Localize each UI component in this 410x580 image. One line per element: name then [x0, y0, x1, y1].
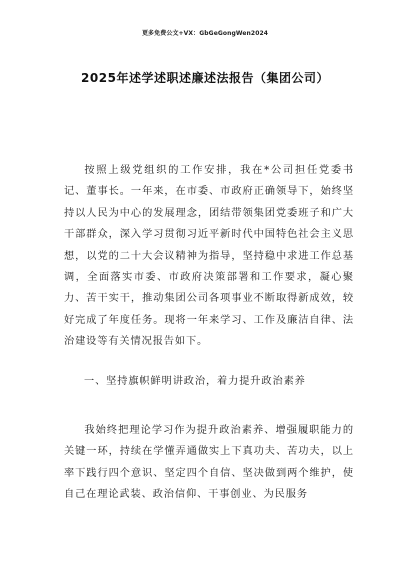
- body-paragraph: 我始终把理论学习作为提升政治素养、增强履职能力的关键一环，持续在学懂弄通做实上下真功夫、苦功夫，以上率下践行四个意识、坚定四个自信、坚决做到两个维护，使自己在理论武装、政治信仰、干事创业、为民服务: [64, 425, 354, 501]
- section-heading: 一、坚持旗帜鲜明讲政治，着力提升政治素养: [84, 376, 306, 387]
- body-paragraph: 按照上级党组织的工作安排，我在*公司担任党委书记、董事长。一年来，在市委、市政府正确领导下，始终坚持以人民为中心的发展理念，团结带领集团党委班子和广大干部群众，深入学习贯彻习近平新时代中国特色社会主义思想，以党的二十大会议精神为指导，坚持稳中求进工作总基调，全面落实市委、市政府决策部署和工作要求，凝心聚力、苦干实干，推动集团公司各项事业不断取得新成效，较好完成了年度任务。现将一年来学习、工作及廉洁自律、法治建设等有关情况报告如下。: [64, 165, 354, 348]
- document-title: 2025年述学述职述廉述法报告（集团公司）: [81, 71, 329, 85]
- page-header: 更多免费公文+VX：GbGeGongWen2024: [141, 30, 269, 37]
